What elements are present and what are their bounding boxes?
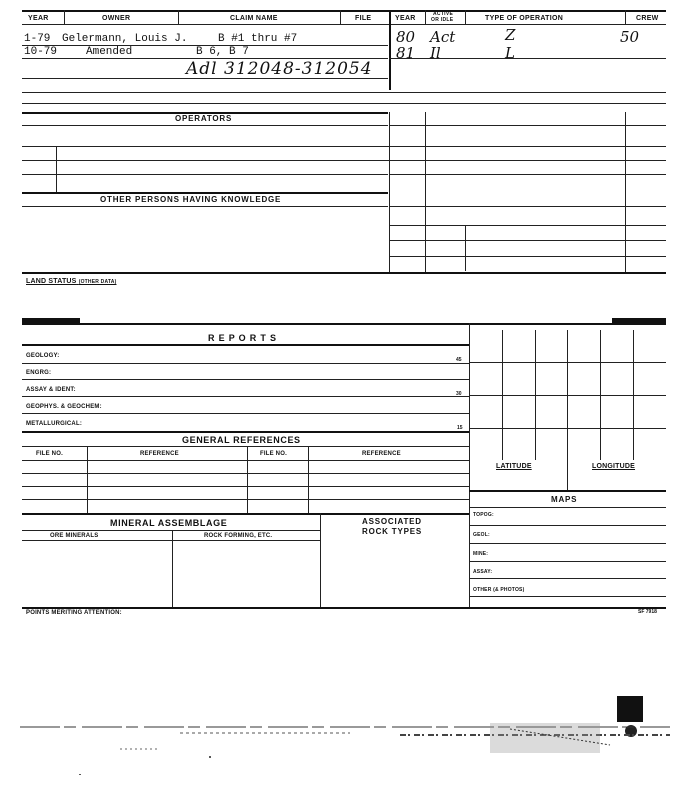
ref-reference-1: REFERENCE xyxy=(140,451,179,457)
report-num-15: 15 xyxy=(457,425,463,431)
section-associated-1: ASSOCIATED xyxy=(362,517,422,526)
section-operators: OPERATORS xyxy=(175,114,233,123)
owner-row-2-claim: B 6, B 7 xyxy=(196,46,249,58)
report-engrg: ENGRG: xyxy=(26,370,52,376)
maps-geol: GEOL: xyxy=(473,532,490,538)
header-crew: CREW xyxy=(636,15,659,22)
maps-other: OTHER (& PHOTOS) xyxy=(473,587,525,593)
handwritten-type-1: Z xyxy=(505,26,516,44)
ore-minerals: ORE MINERALS xyxy=(50,533,99,539)
handwritten-year-1: 80 xyxy=(396,28,416,46)
section-land-status xyxy=(26,278,116,285)
header-claim-name: CLAIM NAME xyxy=(230,15,278,22)
header-or-idle: OR IDLE xyxy=(431,17,454,23)
top-border xyxy=(22,10,666,12)
report-geology: GEOLOGY: xyxy=(26,353,60,359)
section-maps: MAPS xyxy=(551,495,578,504)
section-reports: R E P O R T S xyxy=(208,333,277,343)
maps-mine: MINE: xyxy=(473,551,489,557)
owner-row-2-date: 10-79 xyxy=(24,46,58,58)
form-number: SF 7918 xyxy=(638,609,657,615)
handwritten-addl-claims: Adl 312048-312054 xyxy=(186,59,373,79)
report-metallurgical: METALLURGICAL: xyxy=(26,421,83,427)
land-status-label: LAND STATUS xyxy=(26,278,77,285)
owner-row-1-claim: B #1 thru #7 xyxy=(218,33,298,45)
ref-file-no-1: FILE NO. xyxy=(36,451,63,457)
land-status-sub: (OTHER DATA) xyxy=(78,279,117,285)
section-other-persons: OTHER PERSONS HAVING KNOWLEDGE xyxy=(100,195,282,204)
scan-noise xyxy=(20,715,670,775)
owner-row-2-owner: Amended xyxy=(86,46,133,58)
header-year: YEAR xyxy=(28,15,49,22)
section-points-meriting-attention: POINTS MERITING ATTENTION: xyxy=(26,610,122,616)
handwritten-active-2: Il xyxy=(430,44,441,62)
header-active: ACTIVE xyxy=(433,11,454,17)
header-year-2: YEAR xyxy=(395,15,416,22)
main-divider xyxy=(389,10,391,90)
report-num-45: 45 xyxy=(456,357,462,363)
ref-file-no-2: FILE NO. xyxy=(260,451,287,457)
header-rule xyxy=(22,24,666,25)
handwritten-type-2: L xyxy=(505,44,515,62)
owner-row-1-date: 1-79 xyxy=(24,33,51,45)
coord-latitude: LATITUDE xyxy=(496,463,532,470)
owner-row-1-owner: Gelermann, Louis J. xyxy=(62,33,188,45)
rock-forming: ROCK FORMING, ETC. xyxy=(204,533,273,539)
header-file: FILE xyxy=(355,15,372,22)
ref-reference-2: REFERENCE xyxy=(362,451,401,457)
coord-longitude: LONGITUDE xyxy=(592,463,636,470)
header-type-of-operation: TYPE OF OPERATION xyxy=(485,15,564,22)
maps-topog: TOPOG: xyxy=(473,512,494,518)
report-geophys: GEOPHYS. & GEOCHEM: xyxy=(26,404,102,410)
maps-assay: ASSAY: xyxy=(473,569,493,575)
report-assay: ASSAY & IDENT: xyxy=(26,387,76,393)
section-associated-2: ROCK TYPES xyxy=(362,527,423,536)
handwritten-active-1: Act xyxy=(430,28,456,46)
section-general-references: GENERAL REFERENCES xyxy=(182,435,301,445)
section-mineral-assemblage: MINERAL ASSEMBLAGE xyxy=(110,518,228,528)
header-owner: OWNER xyxy=(102,15,131,22)
handwritten-crew-1: 50 xyxy=(620,28,640,46)
handwritten-year-2: 81 xyxy=(396,44,416,62)
report-num-30: 30 xyxy=(456,391,462,397)
